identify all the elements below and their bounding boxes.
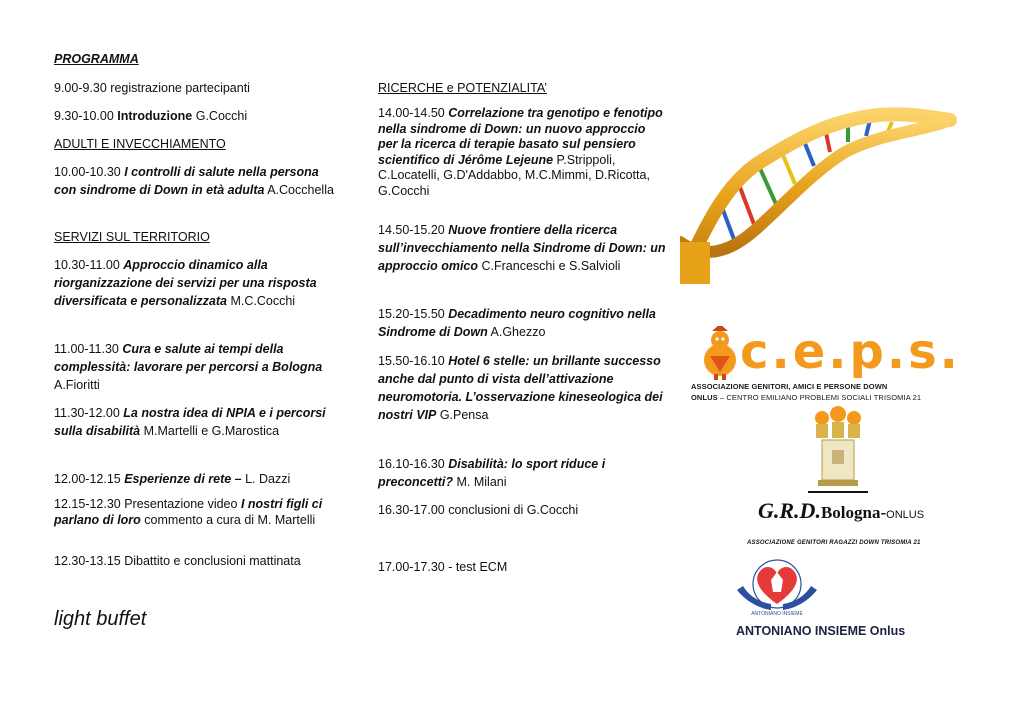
program-item: 15.50-16.10 Hotel 6 stelle: un brillante successo anche dal punto di vista dell’attivazione neuromotoria. L’osservazione kineseologica dei nostri VIP G.Pensa xyxy=(378,354,663,422)
section-heading: RICERCHE e POTENZIALITA’ xyxy=(378,81,548,95)
program-item: 16.30-17.00 conclusioni di G.Cocchi xyxy=(378,503,579,517)
program-item: 11.30-12.00 La nostra idea di NPIA e i percorsi sulla disabilità M.Martelli e G.Marostica xyxy=(54,406,326,438)
program-item: 17.00-17.30 - test ECM xyxy=(378,560,508,574)
program-item: 9.00-9.30 registrazione partecipanti xyxy=(54,81,250,95)
antoniano-heart-hands-icon xyxy=(735,554,819,618)
section-heading: ADULTI E INVECCHIAMENTO xyxy=(54,137,226,151)
antoniano-name: ANTONIANO INSIEME Onlus xyxy=(736,624,906,638)
ceps-subtitle-2: ONLUS – CENTRO EMILIANO PROBLEMI SOCIALI TRISOMIA 21 xyxy=(691,393,922,402)
program-item: 14.50-15.20 Nuove frontiere della ricerca sull’invecchiamento nella Sindrome di Down: un approccio omico C.Franceschi e S.Salvioli xyxy=(378,223,666,273)
program-item: 11.00-11.30 Cura e salute ai tempi della complessità: lavorare per percorsi a Bologna A.Fioritti xyxy=(54,342,323,392)
dna-helix-image xyxy=(680,92,960,284)
program-item: 16.10-16.30 Disabilità: lo sport riduce i preconcetti? M. Milani xyxy=(378,457,606,489)
program-item: 14.00-14.50 Correlazione tra genotipo e fenotipo nella sindrome di Down: un nuovo approccio per la ricerca di terapie basato sul pensiero scientifico di Jérôme Lejeune P.Strippoli, C.Locatelli, G.D'Addabbo, M.C.Mimmi, D.Ricotta, G.Cocchi xyxy=(378,106,663,198)
grd-emblem-icon xyxy=(808,404,868,494)
program-item: 10.30-11.00 Approccio dinamico alla riorganizzazione dei servizi per una risposta diversificata e personalizzata M.C.Cocchi xyxy=(54,258,317,308)
program-item: 15.20-15.50 Decadimento neuro cognitivo nella Sindrome di Down A.Ghezzo xyxy=(378,307,656,339)
program-item: 10.00-10.30 I controlli di salute nella persona con sindrome di Down in età adulta A.Cocchella xyxy=(54,165,334,197)
program-item: 12.15-12.30 Presentazione video I nostri figli ci parlano di loro commento a cura di M. Martelli xyxy=(54,497,323,527)
program-item: 12.00-12.15 Esperienze di rete – L. Dazzi xyxy=(54,472,291,486)
program-item: 12.30-13.15 Dibattito e conclusioni mattinata xyxy=(54,554,301,568)
ceps-logo-text: c.e.p.s. xyxy=(740,324,961,380)
ceps-subtitle-1: ASSOCIAZIONE GENITORI, AMICI E PERSONE DOWN xyxy=(691,382,888,391)
program-heading: PROGRAMMA xyxy=(54,52,139,66)
grd-logo-text: G.R.D.Bologna-ONLUS xyxy=(758,498,925,523)
section-heading: SERVIZI SUL TERRITORIO xyxy=(54,230,210,244)
grd-subtitle: ASSOCIAZIONE GENITORI RAGAZZI DOWN TRISOMIA 21 xyxy=(747,540,921,546)
ceps-mascot-icon xyxy=(698,326,742,382)
light-buffet: light buffet xyxy=(54,608,147,630)
antoniano-ring-text: ANTONIANO INSIEME xyxy=(751,611,803,617)
program-item: 9.30-10.00 Introduzione G.Cocchi xyxy=(54,109,248,123)
